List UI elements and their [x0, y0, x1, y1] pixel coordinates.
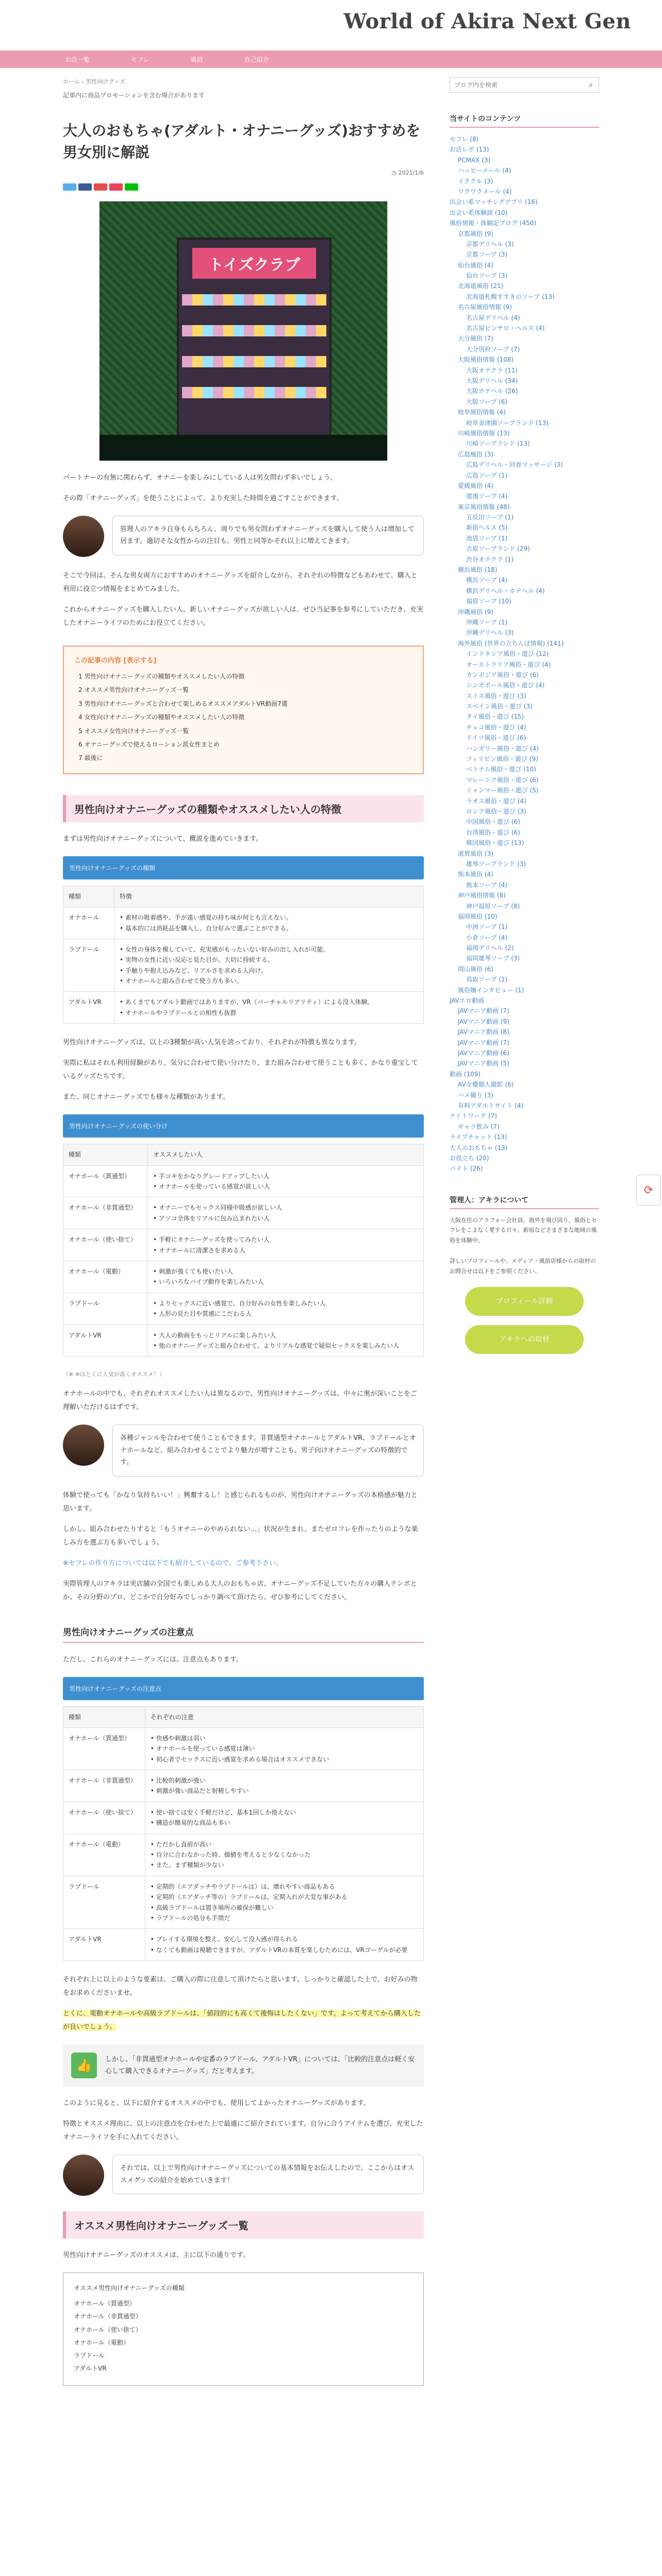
row-value	[148, 1165, 424, 1197]
sidebar-category-link[interactable]: 名古屋デリヘル (4)	[466, 314, 520, 321]
table-bullet: • 高級ラブドールは置き場所の確保が難しい	[151, 1903, 418, 1913]
sidebar-category-link[interactable]: インドネシア風俗・遊び (12)	[466, 650, 549, 658]
table-bullet: • 基本的には消耗品を購入し、自分好みで選ぶことができる。	[120, 923, 418, 934]
sidebar-category-link[interactable]: 道後ソープ (4)	[466, 493, 508, 500]
paragraph: このように見ると、以下に紹介するオススメの中でも、使用してよかったオナニーグッズがあります。	[63, 2099, 370, 2108]
table-bullet: • 実物の女性に近い反応と見た目が、大切に持続する。	[120, 955, 418, 965]
table-bullet: • 快感や刺激は弱い	[151, 1733, 418, 1743]
sidebar-category-link[interactable]: 出会い系体験談 (10)	[450, 209, 508, 216]
section-intro: まずは男性向けオナニーグッズについて、概説を進めていきます。	[63, 835, 263, 843]
nav-item-shops[interactable]: お店一覧	[65, 56, 90, 63]
sidebar-category-link[interactable]: ドイツ風俗・遊び (6)	[466, 734, 526, 742]
recommend-item[interactable]: ラブドール	[74, 2351, 105, 2359]
sidebar-category-link[interactable]: 東京風俗情報 (48)	[458, 503, 510, 511]
row-value	[114, 992, 423, 1024]
subsection-heading: 男性向けオナニーグッズの注意点	[63, 1625, 424, 1643]
sidebar-category-link[interactable]: JAVマニア動画 (8)	[458, 1028, 509, 1036]
facebook-share-icon[interactable]	[78, 183, 92, 191]
highlight-text: とくに、電動オナホールや高級ラブドールは、「値段的にも高くて後悔はしたくない」です。よって考えてから購入したが良いでしょう。	[63, 2010, 421, 2031]
author-comment	[63, 2155, 424, 2196]
row-value	[145, 1802, 423, 1834]
article	[63, 77, 424, 2396]
table-bullet: • オナホールを使っている感覚が欲しい人	[153, 1181, 418, 1192]
sidebar-category-link[interactable]: 福岡風俗 (10)	[458, 912, 498, 920]
table-bullet: • オナホールに清潔さを求める人	[153, 1245, 418, 1256]
profile-button[interactable]: プロフィール詳細	[465, 1287, 584, 1316]
table-bullet: • 比較的刺激が強い	[151, 1775, 418, 1786]
table-caption: 男性向けオナニーグッズの種類	[63, 856, 424, 879]
column-header: オススメしたい人	[148, 1144, 424, 1165]
row-label: オナホール（貫通型）	[63, 1165, 148, 1197]
sidebar-category-link[interactable]: カンボジア風俗・遊び (6)	[466, 671, 539, 679]
pocket-share-icon[interactable]	[109, 183, 123, 191]
table-bullet: • 手軽にオナニーグッズを使ってみたい人	[153, 1234, 418, 1245]
sidebar-category-link[interactable]: 大阪風俗情報 (108)	[458, 356, 514, 364]
twitter-share-icon[interactable]	[63, 183, 76, 191]
table-bullet: • オナホールやラブドールとの相性も抜群	[120, 1008, 418, 1018]
sidebar-category-link[interactable]: JAVマニア動画 (5)	[458, 1060, 509, 1067]
sidebar-category-link[interactable]: JAVマニア動画 (7)	[458, 1007, 509, 1015]
recommend-box	[63, 2273, 424, 2386]
sidebar-heading: 当サイトのコンテンツ	[450, 113, 599, 128]
row-value	[148, 1325, 424, 1357]
sidebar-category-link[interactable]: 韓国風俗・遊び (13)	[466, 839, 524, 847]
section-intro: 男性向けオナニーグッズのオススメは、主に以下の通りです。	[63, 2251, 250, 2260]
toc-toggle[interactable]: この記事の内容 [表示する]	[74, 657, 157, 665]
table-row	[63, 939, 424, 992]
sidebar-category-link[interactable]: 海外風俗 (世界の立ちんぼ情報) (141)	[458, 639, 564, 647]
table-bullet: • 刺激が強い商品だと射精しやすい	[151, 1786, 418, 1796]
contact-button[interactable]: アキラへの取材	[465, 1325, 584, 1354]
paragraph: しかし、組み合わせたりすると「もうオナニーのやめられない…」状況が生まれ、またゼロフレを作ったりのような楽しみ方を選ぶ方も多いでしょう。	[63, 1525, 418, 1547]
search-box	[450, 77, 599, 93]
sidebar-category-link[interactable]: 福岡雄琴ソープ (3)	[466, 955, 520, 962]
recommend-item[interactable]: アダルトVR	[74, 2365, 107, 2372]
table-row	[63, 1229, 424, 1261]
avatar	[63, 1425, 104, 1466]
row-label: アダルトVR	[63, 992, 114, 1024]
sidebar-category-link[interactable]: ロシア風俗・遊び (3)	[466, 808, 526, 815]
sidebar-category-link[interactable]: JAVマニア動画 (9)	[458, 1018, 509, 1025]
table-bullet: • 定期的（エアダッチ等の）ラブドールは、定期入れが大変な事がある	[151, 1892, 418, 1902]
sidebar-category-link[interactable]: マレーシア風俗・遊び (6)	[466, 776, 539, 784]
table-bullet: • あくまでもアダルト動画ではありますが、VR（バーチャルリアリティ）による没入体験。	[120, 997, 418, 1007]
sidebar-category-link[interactable]: AV女優個人撮影 (6)	[458, 1081, 514, 1089]
sidebar-category-link[interactable]: チェコ風俗・遊び (4)	[466, 723, 526, 731]
table-row	[63, 907, 424, 939]
admin-description: 大阪在住のアラフォー会社員。海外を飛び回り、風俗とセフレをこよなく愛する日々。新宿などさまざまな地域の風俗を体験中。	[450, 1216, 597, 1244]
page-title: 大人のおもちゃ(アダルト・オナニーグッズ)おすすめを男女別に解説	[63, 122, 421, 161]
table-caption: 男性向けオナニーグッズの使い分け	[63, 1114, 424, 1138]
sidebar-category-link[interactable]: シンガポール風俗・遊び (4)	[466, 682, 545, 689]
sidebar-category-link[interactable]: 池袋ソープ (1)	[466, 534, 508, 542]
table-row	[63, 1929, 424, 1961]
sidebar-category-link[interactable]: 有料アダルトサイト (4)	[458, 1101, 524, 1109]
caution-table-body	[63, 1727, 424, 1960]
table-bullet: • 女性の身体を模していて、充実感がもったいない好みの出し入れが可能。	[120, 944, 418, 955]
table-row	[63, 992, 424, 1024]
table-bullet: • 素材の吸着感や、手が遠い感覚の持ち味が何とも言えない。	[120, 912, 418, 923]
intro-paragraph: その際「オナニーグッズ」を使うことによって、より充実した時間を過ごすことができます。	[63, 495, 343, 502]
sidebar-category-link[interactable]: 京都デリヘル (3)	[466, 240, 514, 248]
category-list	[450, 134, 599, 1174]
row-value	[148, 1229, 424, 1261]
good-point-box	[63, 2044, 424, 2087]
sidebar-category-link[interactable]: 新宿ヘルス (5)	[466, 524, 508, 532]
row-label: オナホール（使い捨て）	[63, 1229, 148, 1261]
comment-bubble: それでは、以上で男性向けオナニーグッズについての基本情報をお伝えしたので、ここからはオススメグッズの紹介を始めていきます！	[112, 2155, 424, 2194]
good-point-text: しかし、「非貫通型オナホールや定番のラブドール、アダルトVR」については、「比較的注意点は軽く安心して購入できるオナニーグッズ」だと考えます。	[105, 2055, 415, 2076]
sidebar-category-link[interactable]: 沖縄風俗 (9)	[458, 608, 493, 616]
sidebar-category-link[interactable]: ハンガリー風俗・遊び (4)	[466, 744, 539, 752]
row-value	[114, 907, 423, 939]
sidebar-category-link[interactable]: 京都ソープ (3)	[466, 251, 508, 259]
row-value	[114, 939, 423, 992]
types-table	[63, 886, 424, 1024]
sidebar-category-link[interactable]: 沖縄デリヘル (3)	[466, 629, 514, 637]
sidebar-category-link[interactable]: ラオス風俗・遊び (4)	[466, 797, 526, 805]
row-label: オナホール（電動）	[63, 1261, 148, 1293]
site-header	[0, 0, 662, 50]
avatar	[63, 516, 104, 557]
sidebar-category-link[interactable]: 雄琴ソープランド (3)	[466, 860, 526, 868]
types-table-body	[63, 907, 424, 1024]
line-share-icon[interactable]	[125, 183, 138, 191]
section-heading: 男性向けオナニーグッズの種類やオススメしたい人の特徴	[63, 795, 424, 822]
row-label: オナホール	[63, 907, 114, 939]
row-label: アダルトVR	[63, 1325, 148, 1357]
table-row	[63, 1770, 424, 1802]
sidebar-category-link[interactable]: 中洲ソープ (1)	[466, 923, 508, 931]
sidebar-category-link[interactable]: 大阪デリヘル (34)	[466, 377, 518, 384]
sidebar-category-link[interactable]: 風俗嬢インタビュー (1)	[458, 986, 524, 994]
sidebar-category-link[interactable]: フィリピン風俗・遊び (9)	[466, 755, 538, 763]
row-label: オナホール（貫通型）	[63, 1727, 145, 1770]
sidebar-category-link[interactable]: 福原ソープ (10)	[466, 598, 511, 605]
table-row	[63, 1876, 424, 1929]
sidebar-category-link[interactable]: 仙台ソープ (3)	[466, 272, 508, 280]
sidebar-category-link[interactable]: 大分別府ソープ (7)	[466, 345, 520, 353]
sidebar-category-link[interactable]: ギャラ飲み (7)	[458, 1123, 500, 1130]
table-bullet: • オナホールを使っている感覚は薄い	[151, 1743, 418, 1754]
paragraph: ただし、これらのオナニーグッズには、注意点もあります。	[63, 1655, 243, 1664]
table-bullet: • 他のオナニーグッズと組み合わせて、よりリアルな感覚で疑似セックスを楽しみたい人	[153, 1341, 418, 1351]
comment-bubble: 各種ジャンルを合わせて使うこともできます。非貫通型オナホールとアダルトVR、ラブドールとオナホールなど、組み合わせることでより魅力が増すことも、男子向けオナニーグッズの特徴的です。	[112, 1425, 424, 1476]
table-bullet: • 手コキをかなりグレードアップしたい人	[153, 1171, 418, 1181]
paragraph: オナホールの中でも、それぞれオススメしたい人は異なるので、男性向けオナニーグッズは、中々に奥が深いことをご理解いただけるはずです。	[63, 1390, 418, 1412]
table-bullet: • オナニーでもセックス同様中吸感が欲しい人	[153, 1202, 418, 1213]
sidebar-category-link[interactable]: 大阪ソープ (6)	[466, 398, 508, 405]
sidebar-category-link[interactable]: 神戸福原ソープ (8)	[466, 902, 520, 910]
row-value	[145, 1876, 423, 1929]
recommend-list	[74, 2297, 413, 2375]
sidebar-category-link[interactable]: ワクワクメール (4)	[458, 188, 512, 195]
table-row	[63, 1834, 424, 1876]
sidebar-category-link[interactable]: スペイン風俗・遊び (3)	[466, 703, 533, 710]
table-of-contents	[63, 646, 424, 774]
search-input[interactable]	[450, 78, 583, 92]
recommend-item[interactable]: オナホール（電動）	[74, 2338, 129, 2346]
sidebar-category-link[interactable]: ナイトワーク (7)	[450, 1112, 497, 1120]
nav-item-sefure[interactable]: セフレ	[131, 56, 150, 63]
table-caption: 男性向けオナニーグッズの注意点	[63, 1677, 424, 1700]
sidebar-category-link[interactable]: 川崎風俗情報 (13)	[458, 429, 510, 437]
sidebar-category-link[interactable]: 横浜デリヘル・ホテヘル (4)	[466, 587, 545, 595]
nav-item-profile[interactable]: 自己紹介	[244, 56, 269, 63]
breadcrumb[interactable]: ホーム › 男性向けグッズ	[63, 78, 125, 85]
row-label: ラブドール	[63, 1293, 148, 1325]
intro-paragraph: パートナーの有無に関わらず、オナニーを楽しみにしている人は男女問わず多いでしょう。	[63, 474, 337, 482]
sidebar-category-link[interactable]: ハメ撮り (3)	[458, 1091, 493, 1099]
sidebar-category-link[interactable]: 岡山風俗 (6)	[458, 965, 493, 973]
row-label: ラブドール	[63, 1876, 145, 1929]
sidebar-category-link[interactable]: 仙台風俗 (4)	[458, 261, 493, 269]
table-bullet: • いろいろなバイブ動作を楽しみたい人	[153, 1277, 418, 1287]
column-header: 種類	[63, 1706, 145, 1727]
table-bullet: • 構造が簡易的な商品も多い	[151, 1818, 418, 1828]
paragraph: 体験で使っても「かなり気持ちいい！」興奮するし！と感じられるものが、男性向けオナニーグッズの本格感が魅力と思います。	[63, 1491, 418, 1513]
sidebar-category-link[interactable]: ベトナム風俗・遊び (10)	[466, 766, 536, 773]
sidebar-category-link[interactable]: 大阪ホテヘル (26)	[466, 387, 518, 395]
table-bullet: • ラブドールの処分も手間だ	[151, 1913, 418, 1923]
sidebar-category-link[interactable]: 広島風俗 (3)	[458, 450, 493, 458]
highlighted-paragraph	[63, 2007, 424, 2034]
paragraph: 実際管理人のアキラは実店舗の全国でも楽しめる大人のおもちゃ店、オナニーグッズ不足していた方々の購入テンポとか、その分野のプロ、どこかで自分好みでしっかり調べて頂けたら、ぜひ参考にしてください。	[63, 1580, 417, 1601]
author-comment	[63, 1425, 424, 1476]
usage-table	[63, 1144, 424, 1357]
column-header: 種類	[63, 886, 114, 907]
column-header: 種類	[63, 1144, 148, 1165]
table-bullet: • なくても動画は視聴できますが、アダルトVRの本質を楽しむためには、VRゴーグルが必要	[151, 1945, 418, 1955]
row-label: ラブドール	[63, 939, 114, 992]
hatena-share-icon[interactable]	[94, 183, 107, 191]
table-bullet: • また、まず種類が少ない	[151, 1860, 418, 1870]
toc-item[interactable]: 5 オススメ女性向けオナニーグッズ一覧	[78, 727, 189, 735]
sidebar-category-link[interactable]: 大阪オナクラ (11)	[466, 366, 518, 374]
share-buttons	[63, 183, 424, 191]
caution-table	[63, 1706, 424, 1961]
sidebar-category-link[interactable]: 名古屋風俗情報 (9)	[458, 303, 512, 311]
table-bullet: • プレイする環境を整え、安心して没入感が得られる	[151, 1934, 418, 1944]
sidebar-category-link[interactable]: JAVマニア動画 (6)	[458, 1049, 509, 1057]
recommend-item[interactable]: オナホール（使い捨て）	[74, 2326, 142, 2333]
search-icon[interactable]: ⌕	[589, 81, 593, 89]
row-value	[148, 1197, 424, 1229]
sidebar-category-link[interactable]: 台湾風俗・遊び (6)	[466, 828, 520, 836]
post-date-value: 2021/1/6	[398, 170, 424, 176]
paragraph: 実際に私はそれも利用経験があり、気分に合わせて使い分けたり、また組み合わせて使うことも多く、かなり重宝しているグッズたちです。	[63, 1059, 418, 1081]
sidebar-category-link[interactable]: タイ風俗・遊び (15)	[466, 713, 524, 721]
sidebar-heading: 管理人：アキラについて	[450, 1195, 599, 1209]
paragraph: それぞれ上に以上のような要素は、ご購入の際に注意して頂けたらと思います。しっかりと確認した上で、お好みの物をお求めくださいませ。	[63, 1976, 418, 1997]
sidebar-category-link[interactable]: イククル (3)	[458, 177, 493, 185]
sidebar-category-link[interactable]: 風俗情報・体験記ブログ (450)	[450, 219, 537, 227]
row-value	[148, 1293, 424, 1325]
sidebar-category-link[interactable]: 名古屋ピンサロ・ヘルス (4)	[466, 325, 545, 332]
toc-item[interactable]: 6 オナニーグッズで使えるローション派女性まとめ	[78, 740, 220, 748]
toc-item[interactable]: 1 男性向けオナニーグッズの種類やオススメしたい人の特徴	[78, 673, 245, 680]
sidebar-category-link[interactable]: 中国風俗・遊び (6)	[466, 818, 520, 826]
row-label: オナホール（使い捨て）	[63, 1802, 145, 1834]
table-bullet: • 刺激が強くても使いたい人	[153, 1266, 418, 1277]
sefure-link[interactable]: ※セフレの作り方については以下でも紹介しているので、ご参考下さい。	[63, 1559, 283, 1567]
recommend-item[interactable]: オナホール（貫通型）	[74, 2300, 136, 2308]
sidebar-category-link[interactable]: 広島デリヘル・回春マッサージ (3)	[466, 461, 563, 469]
hero-store-sign: トイズクラブ	[192, 248, 316, 279]
row-value	[145, 1834, 423, 1876]
table-bullet: • 初心者でセックスに近い感覚を求める場合はオススメできない	[151, 1754, 418, 1765]
sidebar-category-link[interactable]: ライブチャット (13)	[450, 1133, 507, 1141]
comment-bubble: 管理人のアキラ自身もらちろん、周りでも男女問わずオナニーグッズを購入して使う人は増加して居ます。適切そな女性からの注目も、男性と同等かそれ以上に増えてきます。	[112, 516, 424, 555]
sidebar-category-link[interactable]: 小倉ソープ (4)	[466, 934, 508, 941]
row-label: オナホール（非貫通型）	[63, 1197, 148, 1229]
thumbs-up-icon: 👍	[71, 2053, 97, 2078]
table-bullet: • 自分に合わなかった時、価値を考えると少なくなかった	[151, 1850, 418, 1860]
sidebar-category-link[interactable]: 愛媛風俗 (4)	[458, 482, 493, 489]
avatar	[63, 2155, 104, 2196]
nav-item-fuzoku[interactable]: 風俗	[190, 56, 203, 63]
sidebar-category-link[interactable]: 福岡デリヘル (2)	[466, 944, 514, 952]
table-row	[63, 1293, 424, 1325]
table-row	[63, 1727, 424, 1770]
paragraph: 特徴とオススメ理由に、以上の注意点を合わせた上で最適にご紹介されています。自分に合うアイテムを選び、充実したオナニーライフを手に入れてください。	[63, 2120, 423, 2142]
sidebar-category-link[interactable]: 熊本風俗 (4)	[458, 871, 493, 878]
usage-table-body	[63, 1165, 424, 1357]
sidebar-category-link[interactable]: 五反田ソープ (1)	[466, 514, 514, 521]
table-row	[63, 1325, 424, 1357]
sidebar-category-link[interactable]: 岐阜金津園ソープランド (13)	[466, 419, 549, 427]
intro-paragraph: これからオナニーグッズを購入したい人、新しいオナニーグッズが欲しい人は、ぜひ当記事を参考にしていただき、充実したオナニーライフのためにお役立てください。	[63, 606, 424, 627]
toc-list	[78, 670, 412, 765]
sidebar-category-link[interactable]: JAVマニア動画 (7)	[458, 1039, 509, 1046]
sidebar-category-link[interactable]: 岐阜風俗情報 (4)	[458, 409, 506, 416]
sidebar-category-link[interactable]: お役立ち (20)	[450, 1154, 489, 1162]
table-row	[63, 1261, 424, 1293]
sidebar-category-link[interactable]: JAVエロ動画	[450, 997, 484, 1005]
sidebar-category-link[interactable]: 渋谷オナクラ (1)	[466, 555, 514, 563]
paragraph: 男性向けオナニーグッズは、以上の3種類が高い人気を誇っており、それぞれが特徴も異なります。	[63, 1039, 361, 1047]
row-value	[148, 1261, 424, 1293]
sidebar-category-link[interactable]: ミャンマー風俗・遊び (5)	[466, 787, 539, 794]
table-bullet: • 人形の見た目や質感にこだわる人	[153, 1309, 418, 1319]
main-nav	[0, 50, 662, 68]
sidebar-category-link[interactable]: 横浜ソープ (4)	[466, 577, 508, 584]
sidebar-category-link[interactable]: 沖縄ソープ (1)	[466, 618, 508, 626]
row-label: アダルトVR	[63, 1929, 145, 1961]
table-bullet: • ただかし直前が高い	[151, 1839, 418, 1850]
column-header: それぞれの注意	[145, 1706, 423, 1727]
sidebar-category-link[interactable]: バイト (26)	[450, 1165, 483, 1173]
row-value	[145, 1770, 423, 1802]
ad-disclosure: 記事内に商品プロモーションを含む場合があります	[63, 92, 205, 99]
table-row	[63, 1197, 424, 1229]
sidebar-category-link[interactable]: 北海道札幌すすきのソープ (13)	[466, 293, 555, 300]
table-note: （※ ※はとくに人気が高くオススメ！）	[63, 1371, 165, 1378]
row-value	[145, 1727, 423, 1770]
table-bullet: • 手触りや抱え込みなど、リアルさを求める人向け。	[120, 965, 418, 976]
paragraph: また、同じオナニーグッズでも様々な種類があります。	[63, 1093, 229, 1101]
recaptcha-badge-icon[interactable]: ⟳	[636, 1175, 661, 1206]
table-row	[63, 1165, 424, 1197]
toc-item[interactable]: 7 最後に	[78, 754, 103, 762]
sidebar-category-link[interactable]: 京都風俗 (9)	[458, 230, 493, 238]
row-label: オナホール（電動）	[63, 1834, 145, 1876]
sidebar-category-link[interactable]: 川崎ソープランド (13)	[466, 440, 530, 448]
sidebar-category-link[interactable]: 熊本ソープ (4)	[466, 881, 508, 889]
table-row	[63, 1802, 424, 1834]
sidebar-category-link[interactable]: 横浜風俗 (18)	[458, 566, 498, 574]
toc-item[interactable]: 2 オススメ男性向けオナニーグッズ一覧	[78, 686, 189, 694]
sidebar-category-link[interactable]: セフレ (8)	[450, 135, 479, 143]
section-heading: オススメ男性向けオナニーグッズ一覧	[63, 2211, 424, 2239]
sidebar-category-link[interactable]: 大人のおもちゃ (13)	[450, 1144, 508, 1151]
sidebar-category-link[interactable]: 動画 (109)	[450, 1070, 481, 1078]
admin-description: 詳しいプロフィールや、メディア・風俗店様からの取材のお問合せは以下をご参照ください。	[450, 1258, 596, 1275]
sidebar	[450, 77, 599, 1363]
table-bullet: • オナホールと組み合わせて使う方も多い。	[120, 976, 418, 986]
hero-image	[99, 201, 388, 461]
sidebar-category-link[interactable]: 北海道風俗 (21)	[458, 282, 504, 290]
sidebar-category-link[interactable]: 出会い系マッチングアプリ (16)	[450, 198, 538, 206]
table-bullet: • 大人の動画をもっとリアルに楽しみたい人	[153, 1330, 418, 1341]
sidebar-category-link[interactable]: 大分風俗 (7)	[458, 335, 493, 343]
site-title[interactable]: World of Akira Next Gen	[343, 9, 631, 33]
row-value	[145, 1929, 423, 1961]
recommend-item[interactable]: オナホール（非貫通型）	[74, 2313, 142, 2320]
sidebar-category-link[interactable]: 鳥取ソープ (1)	[466, 976, 508, 984]
table-bullet: • アソコ全体をリアルに包み込まれたい人	[153, 1213, 418, 1224]
sidebar-category-link[interactable]: お店レポ (13)	[450, 146, 489, 154]
toc-item[interactable]: 4 女性向けオナニーグッズの種類やオススメしたい人の特徴	[78, 714, 245, 721]
post-date: ◷ 2021/1/6	[391, 170, 424, 176]
sidebar-category-link[interactable]: オーストラリア風俗・遊び (4)	[466, 660, 551, 668]
table-bullet: • 使い捨ては安く手軽だけど、基本1回しか使えない	[151, 1807, 418, 1818]
sidebar-category-link[interactable]: 滋賀風俗 (3)	[458, 850, 493, 857]
sidebar-category-link[interactable]: PCMAX (3)	[458, 156, 491, 164]
row-label: オナホール（非貫通型）	[63, 1770, 145, 1802]
intro-paragraph: そこで今回は、そんな男女両方におすすめのオナニーグッズを紹介しながら、それぞれの特徴などもあわせて、購入と利用に役立つ情報をまとめてみました。	[63, 572, 418, 593]
sidebar-category-link[interactable]: 吉原ソープランド (29)	[466, 545, 530, 553]
table-bullet: • よりセックスに近い感覚で、自分好みの女性を楽しみたい人	[153, 1298, 418, 1309]
sidebar-category-link[interactable]: ハッピーメール (4)	[458, 167, 511, 175]
recommend-box-title: オススメ男性向けオナニーグッズの種類	[74, 2284, 185, 2292]
sidebar-category-link[interactable]: 広島ソープ (1)	[466, 471, 508, 479]
table-bullet: • 定期的（エアダッチやラブドールは）は、壊れやすい商品もある	[151, 1882, 418, 1892]
sidebar-category-link[interactable]: スイス風俗・遊び (3)	[466, 692, 526, 700]
column-header: 特徴	[114, 886, 423, 907]
toc-item[interactable]: 3 男性向けオナニーグッズと合わせて楽しめるオススメアダルトVR動画7選	[78, 700, 288, 707]
sidebar-category-link[interactable]: 神戸風俗情報 (8)	[458, 892, 506, 900]
author-comment	[63, 516, 424, 557]
